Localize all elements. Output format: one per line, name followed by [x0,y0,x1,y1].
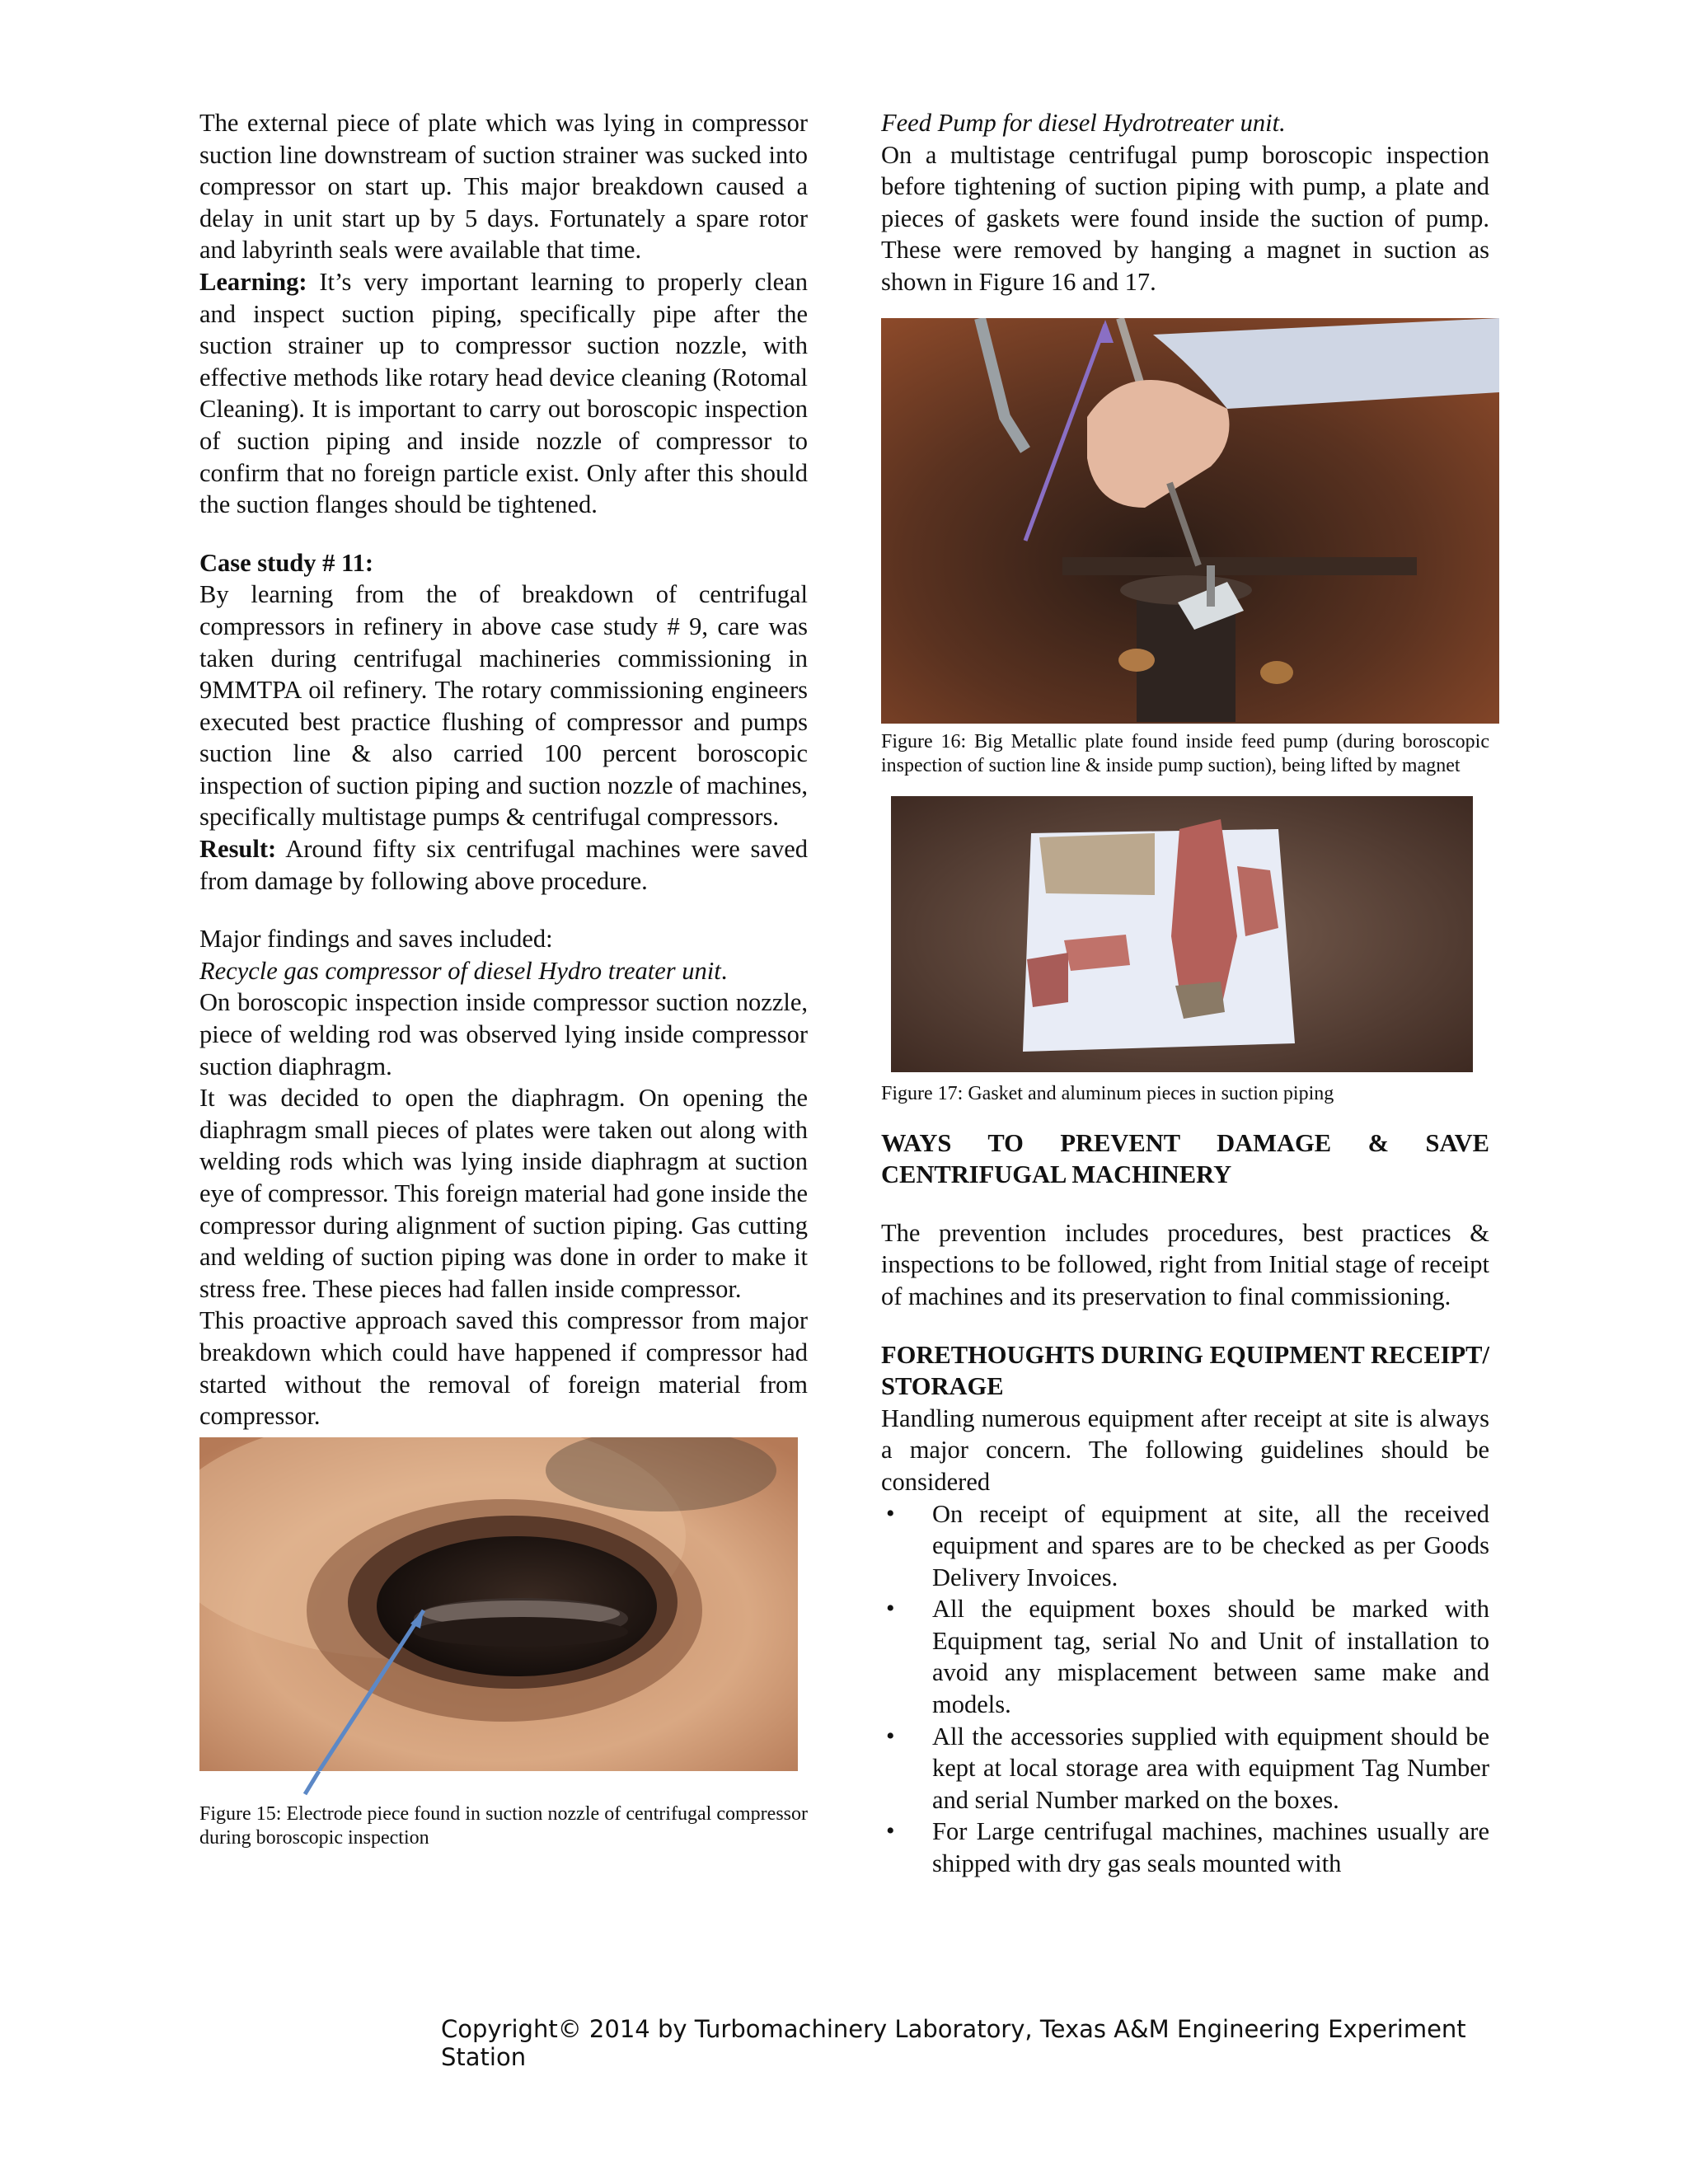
learning-text: It’s very important learning to properly clean and inspect suction piping, specifically pipe after the suction strainer up to compressor suction nozzle, with effective methods like rotary head device cleaning (Rotomal Cleaning). It is important to carry out boroscopic inspection of suction piping and inside nozzle of compressor to confirm that no foreign particle exist. Only after this should the suction flanges should be tightened. [199,267,808,519]
recycle-title-line [199,955,808,987]
bullet-icon: • [886,1722,895,1750]
left-column [199,107,808,1850]
figure-16-image [881,318,1499,724]
feed-pump-title-text: Feed Pump for diesel Hydrotreater unit. [881,109,1286,137]
figure-17-caption: Figure 17: Gasket and aluminum pieces in suction piping [881,1082,1334,1104]
figure-15-arrow-icon [199,1437,798,1771]
findings-intro: Major findings and saves included: [199,925,553,954]
figure-16-caption: Figure 16: Big Metallic plate found inside feed pump (during boroscopic inspection of suction line & inside pump suction), being lifted by magnet [881,730,1489,776]
bullet-icon: • [886,1595,895,1623]
list-item-text: All the equipment boxes should be marked with Equipment tag, serial No and Unit of installation to avoid any misplacement between same make and models. [932,1595,1489,1719]
result-label: Result: [199,835,277,864]
feed-pump-text: On a multistage centrifugal pump boroscopic inspection before tightening of suction piping with pump, a plate and pieces of gaskets were found inside the suction of pump. These were removed by hanging a magnet in suction as shown in Figure 16 and 17. [881,140,1489,296]
learning-label: Learning: [199,267,307,296]
list-item [881,1593,1489,1720]
diaphragm-text: It was decided to open the diaphragm. On opening the diaphragm small pieces of plates were taken out along with welding rods which was lying inside diaphragm at suction eye of compressor. This foreign material had gone inside the compressor during alignment of suction piping. Gas cutting and welding of suction piping was done in order to make it stress free. These pieces had fallen inside compressor. [199,1084,809,1303]
feed-pump-title [881,107,1489,139]
learning-paragraph [199,266,808,521]
bullet-icon: • [886,1499,895,1527]
recycle-title: Recycle gas compressor of diesel Hydro treater unit [199,956,721,985]
list-item-text: For Large centrifugal machines, machines usually are shipped with dry gas seals mounted with [932,1817,1489,1878]
bullet-icon: • [886,1817,895,1845]
recycle-text: On boroscopic inspection inside compressor suction nozzle, piece of welding rod was observed lying inside compressor suction diaphragm. [199,988,808,1080]
result-paragraph [199,833,808,897]
list-item-text: On receipt of equipment at site, all the received equipment and spares are to be checked as per Goods Delivery Invoices. [932,1499,1489,1591]
figure-15-image [199,1437,798,1771]
case-study-heading: Case study # 11: [199,548,373,577]
figure-16-arrow-icon [881,318,1499,724]
forethoughts-text: Handling numerous equipment after receipt at site is always a major concern. The following guidelines should be considered [881,1404,1489,1496]
list-item [881,1721,1489,1816]
guidelines-list [881,1498,1489,1880]
forethoughts-heading: FORETHOUGHTS DURING EQUIPMENT RECEIPT/ STORAGE [881,1340,1489,1401]
result-text: Around fifty six centrifugal machines were saved from damage by following above procedure. [199,835,808,895]
case-study-text: By learning from the of breakdown of centrifugal compressors in refinery in above case study # 9, care was taken during centrifugal machineries commissioning in 9MMTPA oil refinery. The rotary commissioning engineers executed best practice flushing of compressor and pumps suction line & also carried 100 percent boroscopic inspection of suction piping and suction nozzle of machines, specifically multistage pumps & centrifugal compressors. [199,580,808,832]
ways-text: The prevention includes procedures, best practices & inspections to be followed, right from Initial stage of receipt of machines and its preservation to final commissioning. [881,1218,1489,1310]
copyright-footer: Copyright© 2014 by Turbomachinery Laboratory, Texas A&M Engineering Experiment Station [441,2015,1466,2071]
figure-17-image [891,796,1473,1072]
figure-15-caption: Figure 15: Electrode piece found in suction nozzle of centrifugal compressor during boroscopic inspection [199,1802,808,1849]
intro-paragraph: The external piece of plate which was lying in compressor suction line downstream of suction strainer was sucked into compressor on start up. This major breakdown caused a delay in unit start up by 5 days. Fortunately a spare rotor and labyrinth seals were available that time. [199,109,808,265]
right-column [881,107,1489,1880]
list-item [881,1816,1489,1879]
list-item [881,1498,1489,1594]
ways-heading: WAYS TO PREVENT DAMAGE & SAVE CENTRIFUGAL MACHINERY [881,1128,1489,1189]
figure-15-arrow-tail [199,1771,808,1802]
proactive-text: This proactive approach saved this compressor from major breakdown which could have happened if compressor had started without the removal of foreign material from compressor. [199,1306,808,1431]
list-item-text: All the accessories supplied with equipment should be kept at local storage area with equipment Tag Number and serial Number marked on the boxes. [932,1722,1489,1814]
recycle-title-period: . [720,956,728,985]
